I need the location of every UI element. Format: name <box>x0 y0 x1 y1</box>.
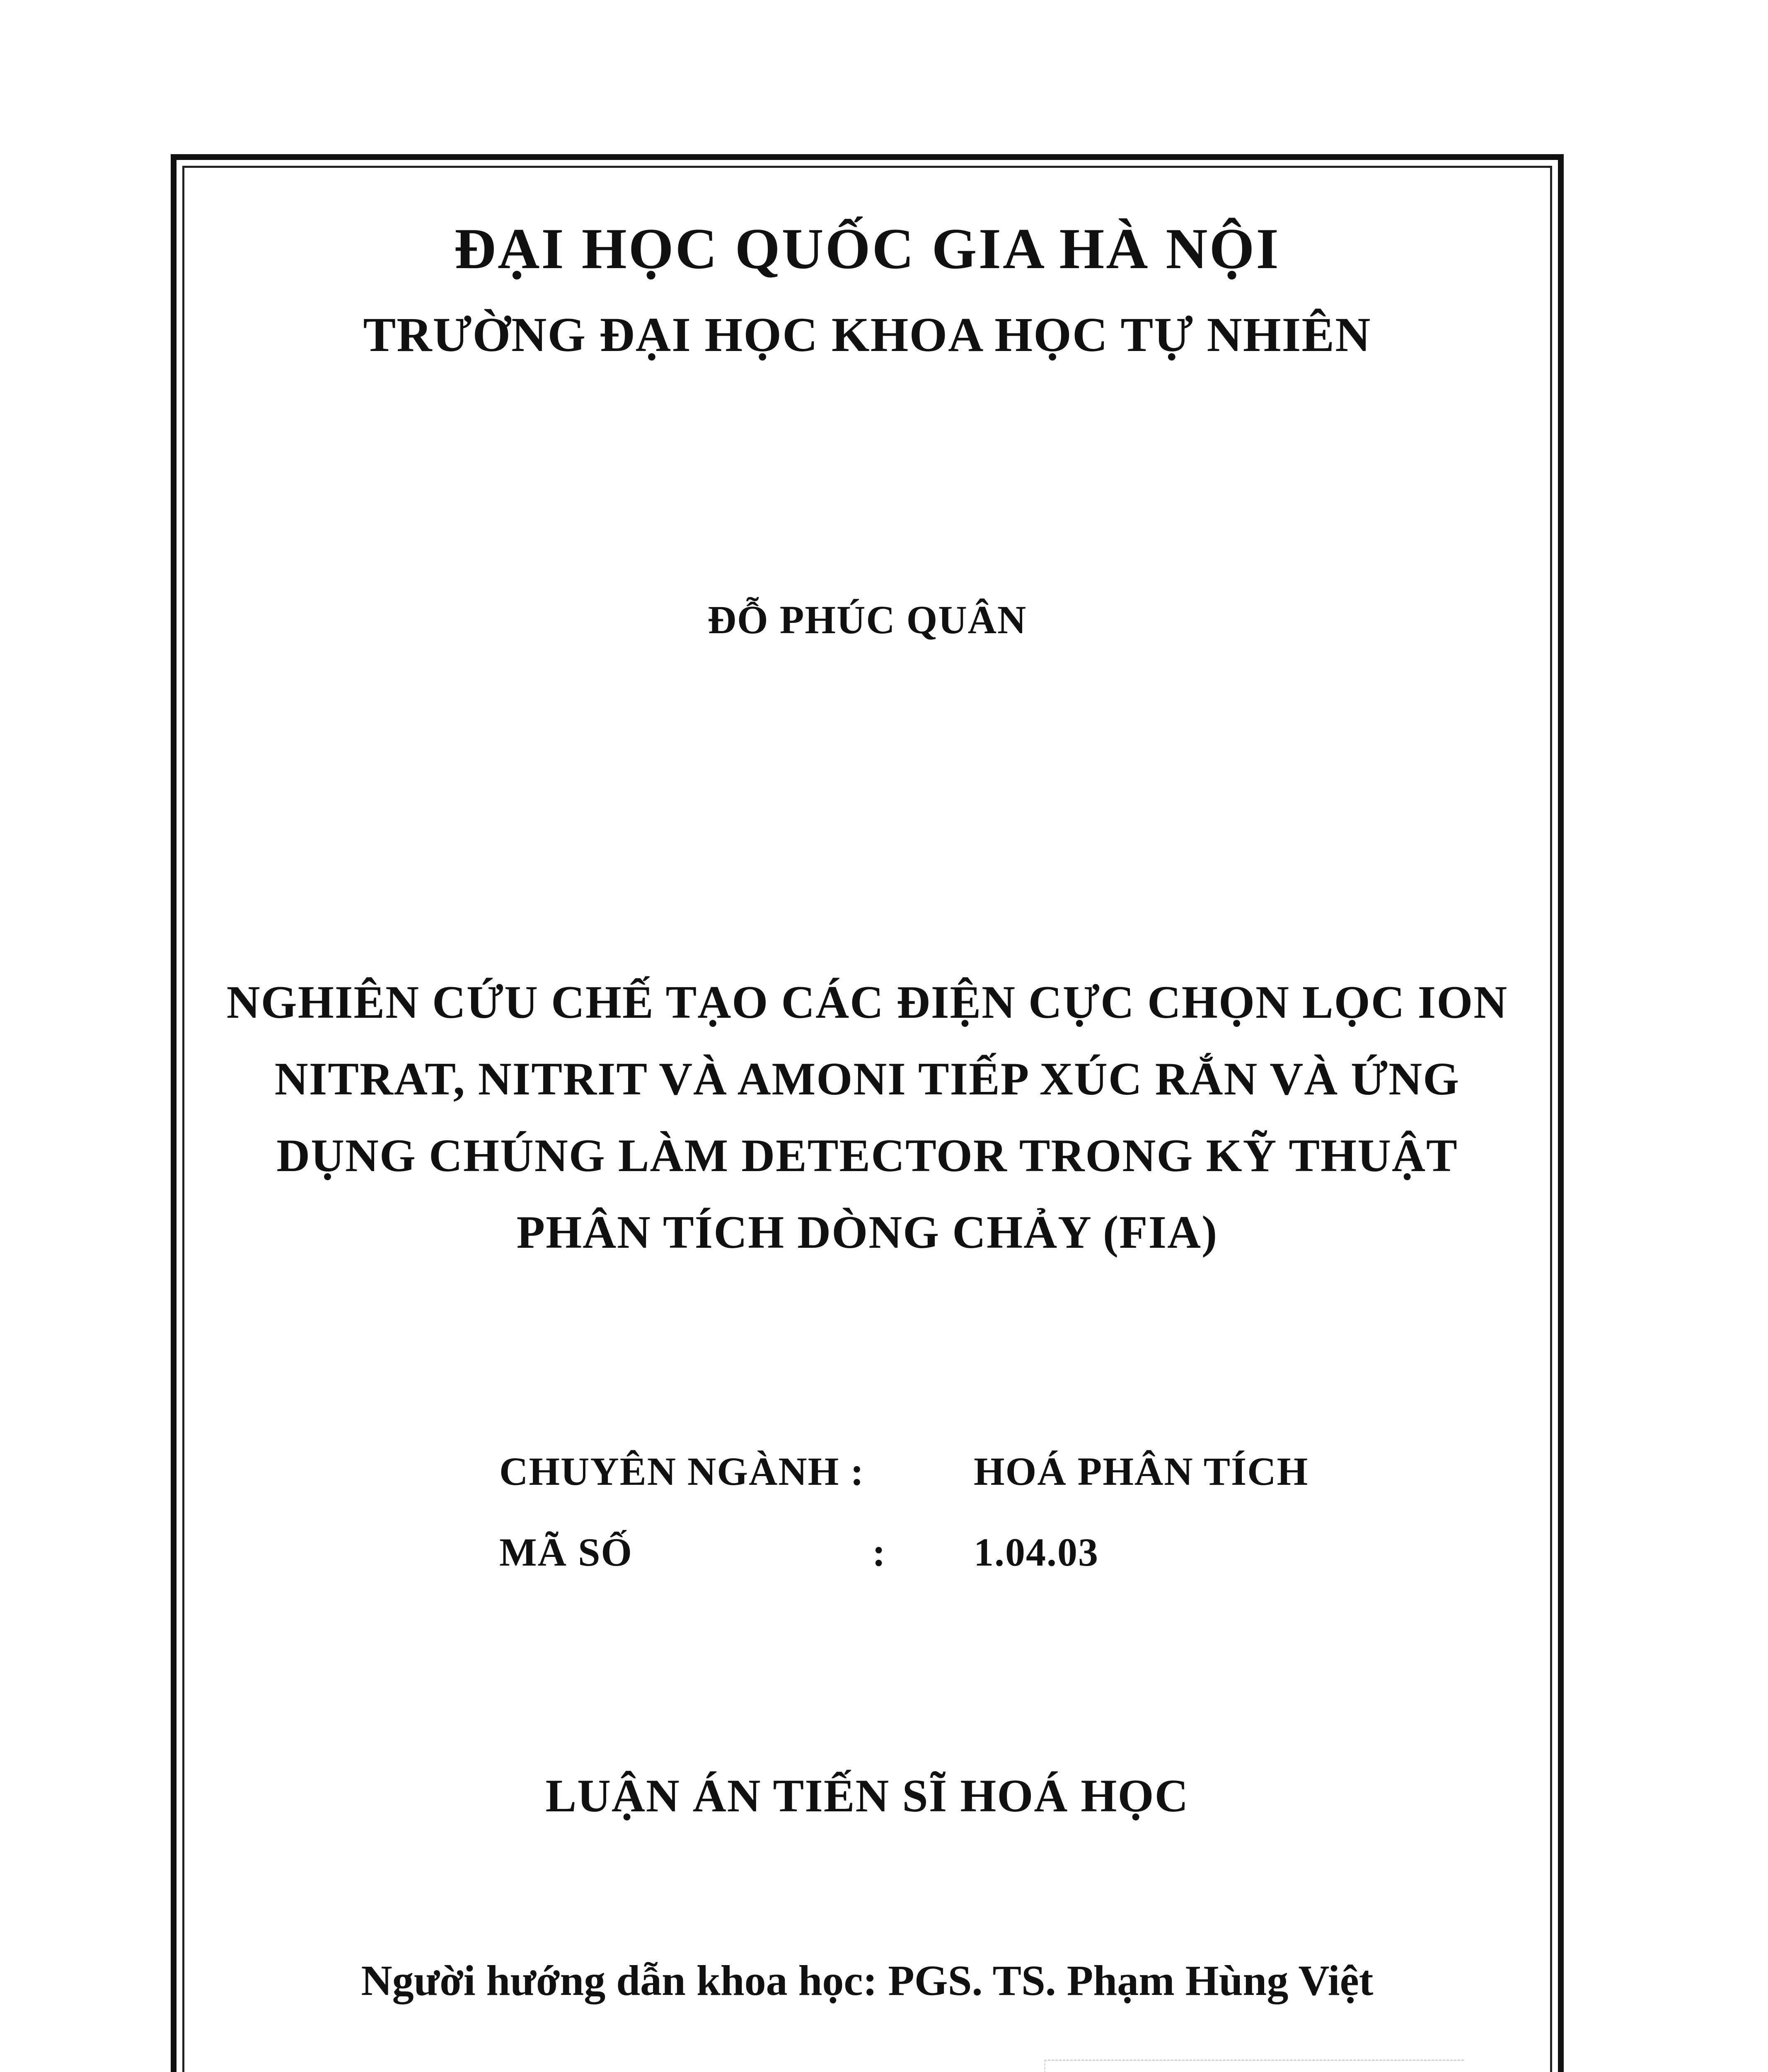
stamp-area <box>1044 2060 1464 2072</box>
faculty-name: TRƯỜNG ĐẠI HỌC KHOA HỌC TỰ NHIÊN <box>363 307 1371 362</box>
code-value: 1.04.03 <box>974 1530 1099 1574</box>
degree-title: LUẬN ÁN TIẾN SĨ HOÁ HỌC <box>545 1770 1189 1822</box>
code-label: MÃ SỐ <box>499 1530 633 1574</box>
thesis-title-line-1: NGHIÊN CỨU CHẾ TẠO CÁC ĐIỆN CỰC CHỌN LỌC ION <box>226 977 1508 1028</box>
thesis-title-line-2: NITRAT, NITRIT VÀ AMONI TIẾP XÚC RẮN VÀ ỨNG <box>274 1053 1460 1105</box>
specialty-label: CHUYÊN NGÀNH : <box>499 1449 865 1493</box>
specialty-value: HOÁ PHÂN TÍCH <box>974 1449 1309 1493</box>
university-name: ĐẠI HỌC QUỐC GIA HÀ NỘI <box>454 217 1280 281</box>
code-colon: : <box>872 1530 886 1574</box>
thesis-title-line-4: PHÂN TÍCH DÒNG CHẢY (FIA) <box>516 1207 1218 1258</box>
author-name: ĐỖ PHÚC QUÂN <box>707 598 1027 642</box>
advisor-line: Người hướng dẫn khoa học: PGS. TS. Phạm Hùng Việt <box>361 1957 1374 2004</box>
thesis-title-line-3: DỤNG CHÚNG LÀM DETECTOR TRONG KỸ THUẬT <box>276 1130 1458 1181</box>
